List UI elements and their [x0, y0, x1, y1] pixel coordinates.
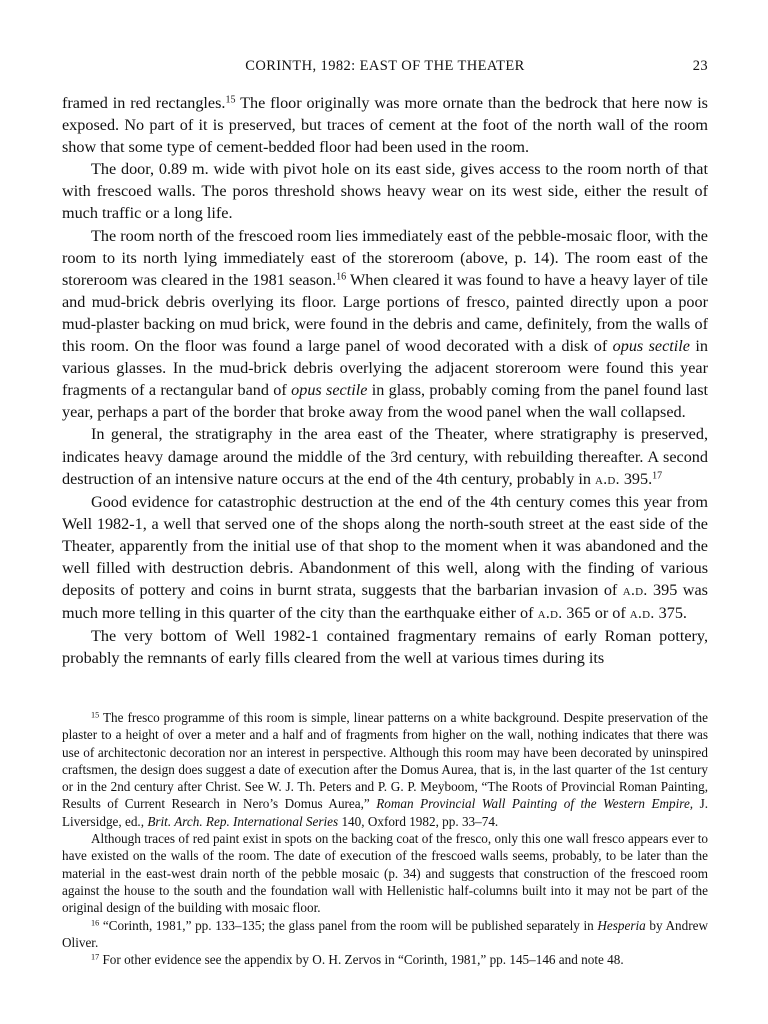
italic-title: Roman Provincial Wall Painting of the Western Empire, — [376, 796, 694, 812]
text-span: in various glasses. In the mud-brick debris overlying the adjacent storeroom were found this year fragments of a rectangular band of — [62, 337, 708, 400]
footnote-number: 15 — [91, 710, 100, 720]
footnote-15-continued: Although traces of red paint exist in spots on the backing coat of the fresco, only this one wall fresco appears ever to have existed on the walls of the room. The date of execution of the frescoed walls seems, probably, to be later than the material in the east-west drain north of the pebble mosaic (p. 34) and suggests that construction of the frescoed room against the house to the south and the foundation wall with Hellenistic half-columns built into it may not be part of the original design of the building with mosaic floor. — [62, 831, 708, 916]
text-span: Good evidence for catastrophic destruction at the end of the 4th century comes this year from Well 1982-1, a well that served one of the shops along the north-south street at the east side of the Theater, apparently from the initial use of that shop to the moment when it was abandoned and the well filled with destruction debris. Abandonment of this well, along with the finding of various deposits of pottery and coins in burnt strata, suggests that the barbarian invasion of — [62, 492, 708, 600]
footnote-ref-16: 16 — [336, 271, 347, 283]
footnote-15 — [62, 709, 708, 830]
text-span: 140, Oxford 1982, pp. 33–74. — [338, 813, 499, 829]
footnote-ref-15: 15 — [225, 94, 236, 106]
era-abbrev: a.d. — [629, 605, 655, 623]
page-number: 23 — [692, 58, 708, 74]
footnote-ref-17: 17 — [652, 470, 663, 482]
paragraph-3 — [62, 225, 708, 424]
italic-term: opus sectile — [291, 381, 368, 400]
footnote-number: 17 — [91, 952, 100, 962]
paragraph-4 — [62, 423, 708, 490]
text-span: When cleared it was found to have a heavy layer of tile and mud-brick debris overlying its floor. Large portions of fresco, painted directly upon a poor mud-plaster backing on mud brick, were found in the debris and came, definitely, from the walls of this room. On the floor was found a large panel of wood decorated with a disk of — [62, 270, 708, 356]
era-abbrev: a.d. — [594, 470, 620, 488]
paragraph-2: The door, 0.89 m. wide with pivot hole on its east side, gives access to the room north of that with frescoed walls. The poros threshold shows heavy wear on its west side, either the result of much traffic or a long life. — [62, 160, 708, 223]
text-span: 375. — [654, 604, 687, 623]
text-span: 395 was much more telling in this quarter of the city than the earthquake either of — [62, 581, 708, 623]
paragraph-6: The very bottom of Well 1982-1 contained fragmentary remains of early Roman pottery, probably the remnants of early fills cleared from the well at various times during its — [62, 627, 708, 668]
text-span: 365 or of — [562, 604, 630, 623]
footnote-17 — [62, 951, 708, 968]
footnotes — [62, 709, 708, 968]
italic-term: opus sectile — [612, 337, 690, 356]
paragraph-5 — [62, 491, 708, 626]
main-text — [62, 92, 708, 669]
italic-title: Brit. Arch. Rep. International Series — [147, 813, 339, 829]
running-header — [62, 58, 708, 78]
text-span: framed in red rectangles. — [62, 94, 226, 112]
footnote-16 — [62, 917, 708, 952]
text-span: in glass, probably coming from the panel found last year, perhaps a part of the border that broke away from the wood panel when the wall collapsed. — [62, 381, 708, 422]
text-span: “Corinth, 1981,” pp. 133–135; the glass panel from the room will be published separately in — [99, 917, 598, 933]
era-abbrev: a.d. — [622, 582, 648, 600]
text-span: The room north of the frescoed room lies immediately east of the pebble-mosaic floor, with the room to its north lying immediately east of the storeroom (above, p. 14). The room east of the storeroom was cleared in the 1981 season. — [62, 226, 708, 289]
text-span: 395. — [619, 469, 653, 488]
era-abbrev: a.d. — [537, 605, 563, 623]
running-title: CORINTH, 1982: EAST OF THE THEATER — [245, 58, 525, 74]
text-span: For other evidence see the appendix by O. H. Zervos in “Corinth, 1981,” pp. 145–146 and note 48. — [99, 952, 624, 968]
text-span: by Andrew Oliver. — [62, 917, 708, 950]
text-span: In general, the stratigraphy in the area east of the Theater, where stratigraphy is preserved, indicates heavy damage around the middle of the 3rd century, with rebuilding thereafter. A second destruction of an intensive nature occurs at the end of the 4th century, probably in — [62, 425, 708, 488]
paragraph-1 — [62, 92, 708, 158]
footnote-number: 16 — [91, 918, 100, 928]
text-span: The floor originally was more ornate than the bedrock that here now is exposed. No part of it is preserved, but traces of cement at the foot of the north wall of the room show that some type of cement-bedded floor had been used in the room. — [62, 94, 708, 157]
italic-title: Hesperia — [597, 917, 646, 933]
text-span: The fresco programme of this room is simple, linear patterns on a white background. Despite preservation of the plaster to a height of over a meter and a half and of fragments from higher on the wall, nothing indicates that there was use of architectonic decoration nor an interest in perspective. Although this room may have been decorated by uninspired craftsmen, the design does suggest a date of execution after the Domus Aurea, that is, in the last quarter of the 1st century or in the 2nd century after Christ. See W. J. Th. Peters and P. G. P. Meyboom, “The Roots of Provincial Roman Painting, Results of Current Research in Nero’s Domus Aurea,” — [62, 710, 708, 812]
text-span: J. Liversidge, ed., — [62, 796, 708, 829]
